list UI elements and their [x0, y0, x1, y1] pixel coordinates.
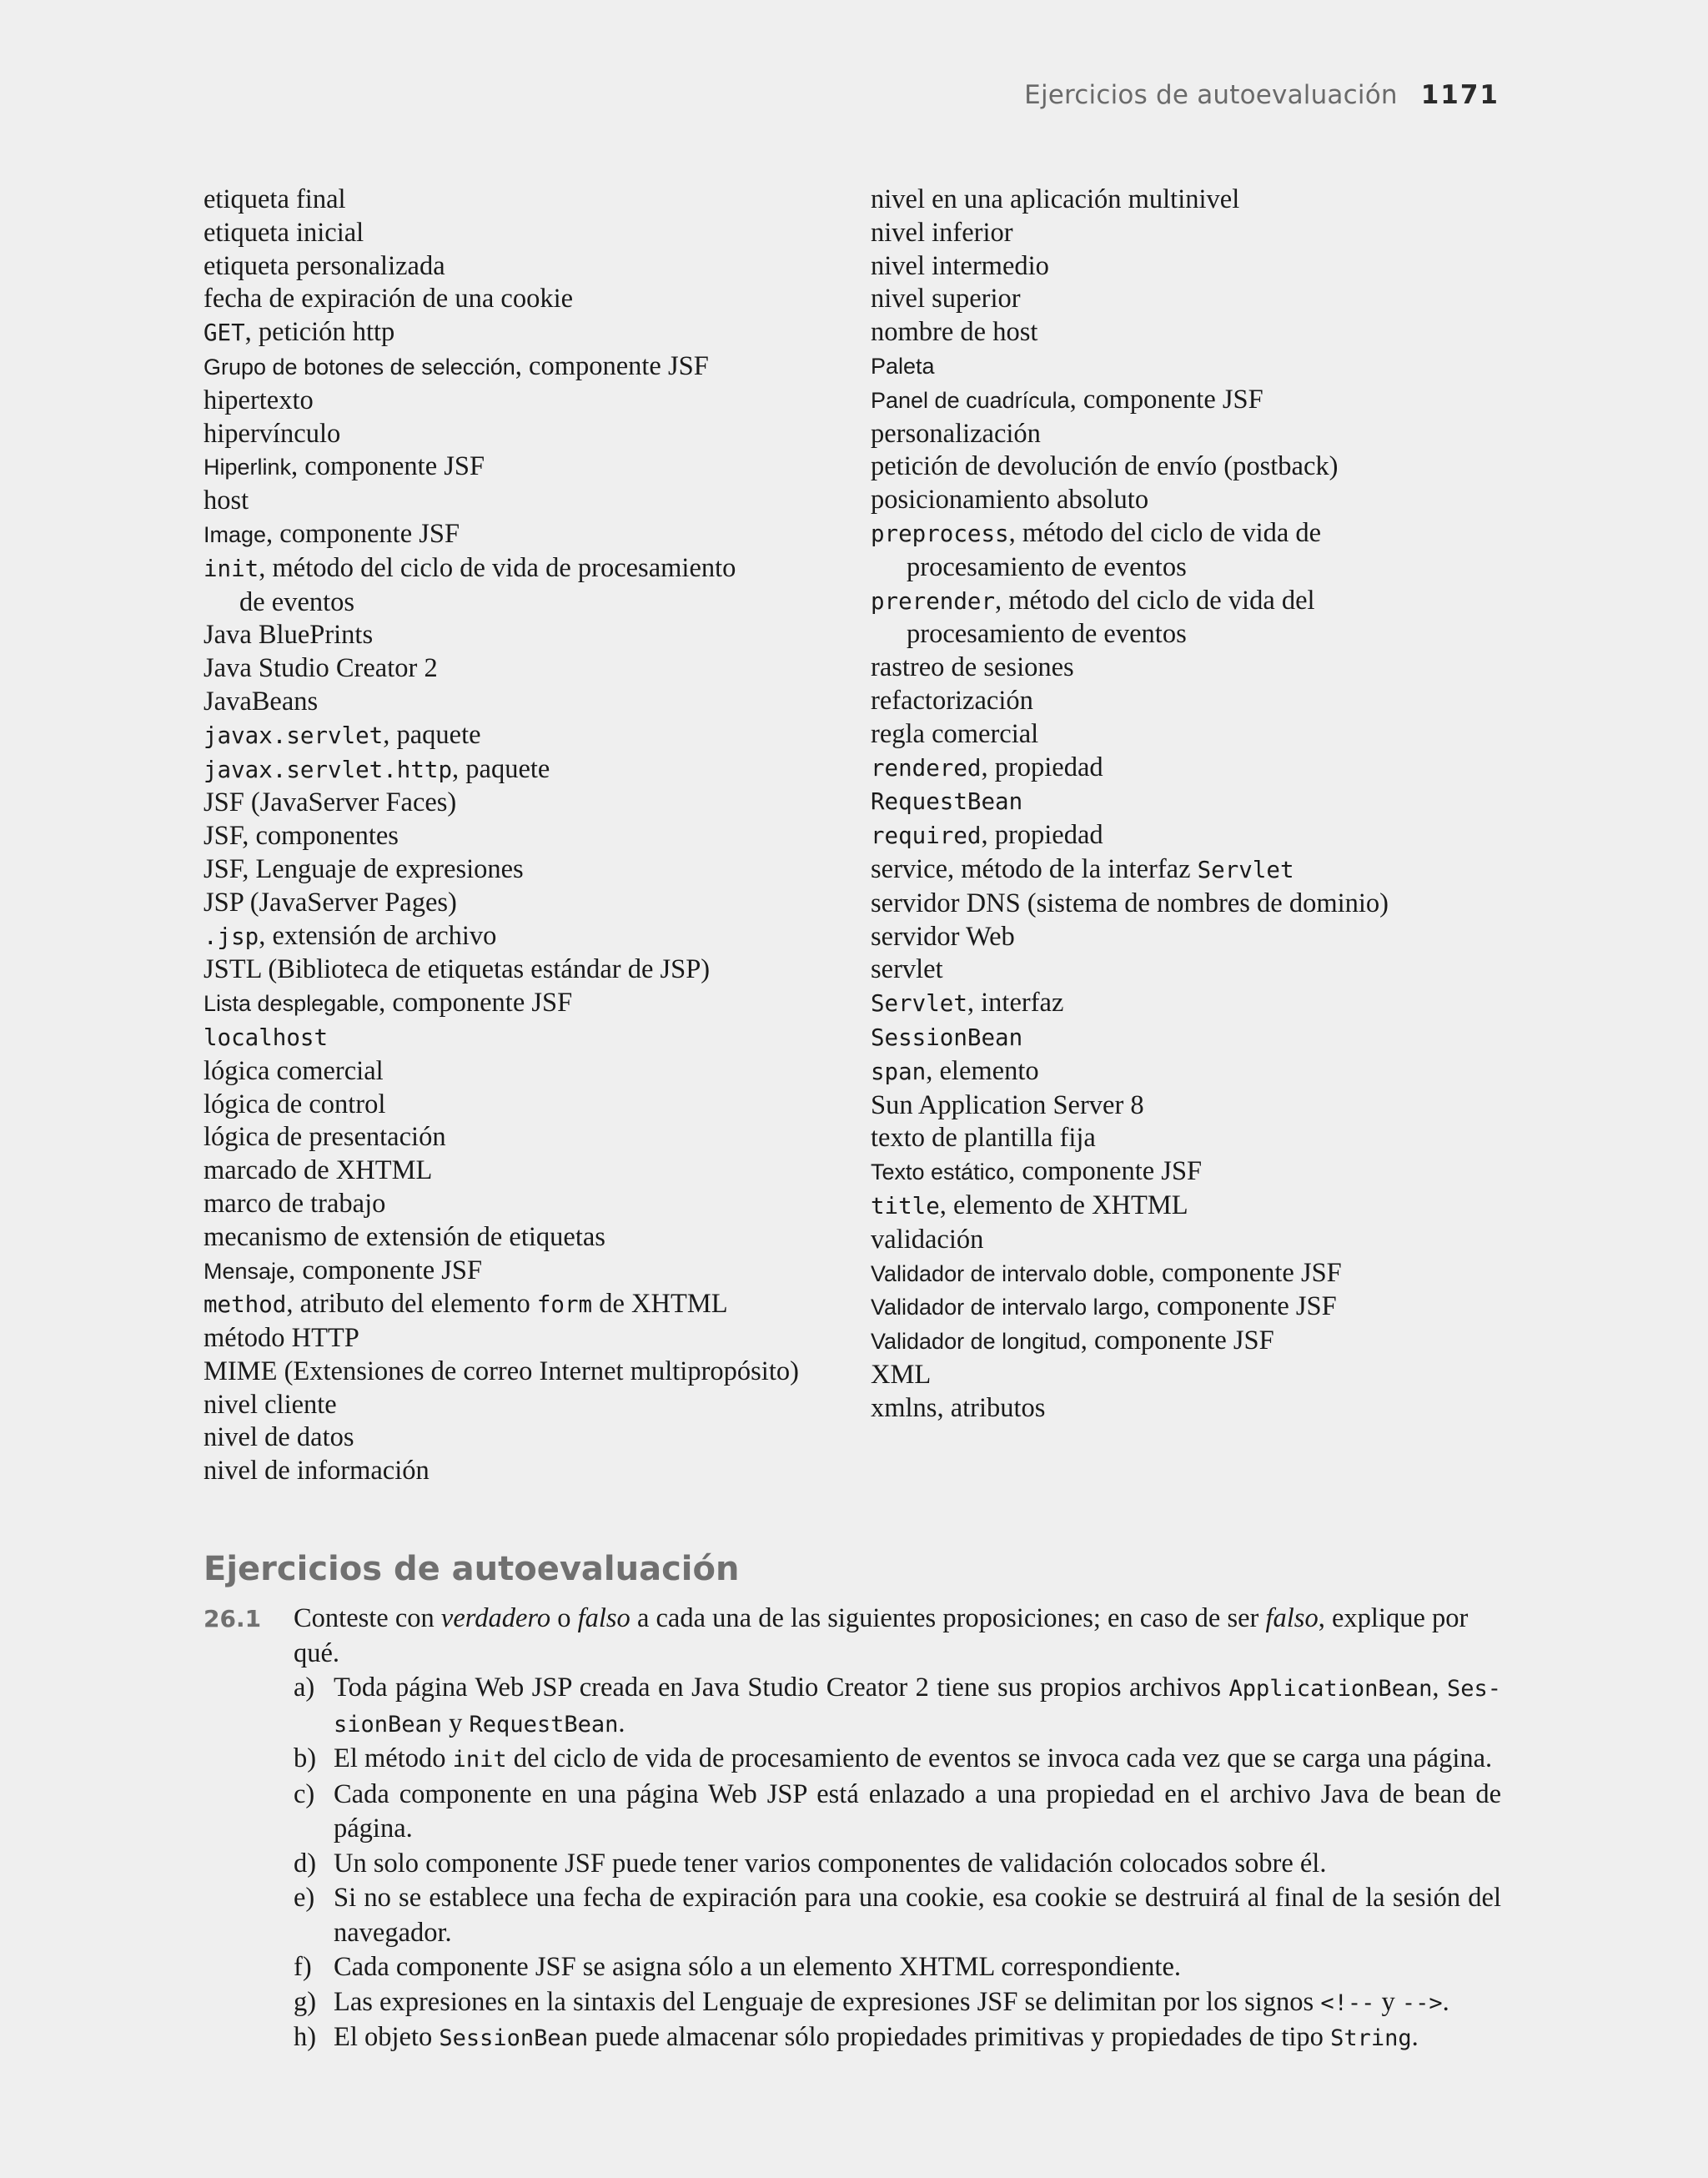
key-term: [871, 1021, 1505, 1055]
key-term: [203, 1255, 854, 1289]
key-term: [203, 1421, 854, 1455]
ui-label-text: Validador de longitud: [871, 1329, 1081, 1355]
text-run: Sun Application Server 8: [871, 1089, 1144, 1120]
key-term: [203, 619, 854, 652]
key-term: [871, 450, 1505, 484]
key-term: [871, 1055, 1505, 1089]
key-term: [871, 585, 1505, 652]
key-term: [203, 686, 854, 719]
code-text: javax.servlet: [203, 722, 384, 749]
code-text: Servlet: [1197, 856, 1294, 883]
key-term: [203, 787, 854, 820]
running-header: [1024, 80, 1500, 110]
key-term: [871, 1257, 1505, 1291]
section-title: Ejercicios de autoevaluación: [203, 1550, 740, 1588]
key-term: [871, 752, 1505, 786]
text-run: xmlns, atributos: [871, 1392, 1046, 1423]
question-item: [294, 1881, 1501, 1950]
question-item: [294, 2020, 1501, 2056]
ui-label-text: Image: [203, 521, 267, 547]
term-continuation: procesamiento de eventos: [907, 619, 1187, 650]
text-run: , explique por qué.: [294, 1603, 1469, 1668]
question-text: [334, 1671, 1501, 1742]
question-item: [294, 1847, 1501, 1882]
key-term: [203, 1154, 854, 1188]
code-text: init: [203, 555, 259, 582]
key-term: [871, 418, 1505, 451]
code-text: SessionBean: [871, 1024, 1023, 1051]
text-run: , componente JSF: [515, 350, 709, 381]
code-text: form: [536, 1291, 593, 1319]
code-text: SessionBean: [439, 2025, 589, 2051]
key-term: [203, 1055, 854, 1089]
key-terms-right-column: [871, 184, 1505, 1425]
key-term: [871, 1155, 1505, 1190]
code-text: String: [1330, 2025, 1412, 2051]
text-run: servlet: [871, 954, 943, 985]
text-run: , elemento de XHTML: [939, 1190, 1188, 1220]
text-run: servidor Web: [871, 921, 1015, 952]
code-text: Ses-sionBean: [334, 1676, 1501, 1738]
text-run: JSP (JavaServer Pages): [203, 887, 457, 918]
text-run: nivel intermedio: [871, 250, 1049, 281]
text-run: refactorización: [871, 685, 1033, 716]
ui-label-text: Panel de cuadrícula: [871, 387, 1070, 413]
text-run: a cada una de las siguientes proposiciones; en caso de ser: [630, 1603, 1266, 1633]
key-term: [203, 953, 854, 987]
question-text: [334, 1881, 1501, 1950]
code-text: title: [871, 1192, 940, 1220]
code-text: span: [871, 1058, 927, 1085]
text-run: .: [1411, 2022, 1419, 2052]
key-term: [203, 1188, 854, 1221]
text-run: , componente JSF: [379, 988, 573, 1019]
text-run: petición de devolución de envío (postback): [871, 451, 1339, 482]
text-run: rastreo de sesiones: [871, 652, 1074, 683]
text-run: nivel de información: [203, 1456, 430, 1486]
text-run: Cada componente JSF se asigna sólo a un elemento XHTML correspondiente.: [334, 1952, 1181, 1982]
question-text: [334, 1950, 1501, 1985]
key-term: [203, 316, 854, 350]
key-term: [871, 718, 1505, 752]
code-text: -->: [1401, 1989, 1443, 2016]
exercise-number: 26.1: [203, 1605, 262, 1632]
text-run: .: [1442, 1986, 1449, 2017]
key-term: [871, 517, 1505, 585]
ui-label-text: Validador de intervalo doble: [871, 1260, 1148, 1286]
text-run: JSTL (Biblioteca de etiquetas estándar de JSP): [203, 954, 711, 985]
code-text: .jsp: [203, 923, 259, 950]
key-term: [203, 350, 854, 385]
key-term: [203, 820, 854, 853]
key-term: [203, 987, 854, 1021]
term-continuation: de eventos: [239, 586, 355, 617]
question-item: [294, 1985, 1501, 2021]
key-term: [871, 819, 1505, 853]
key-term: [203, 719, 854, 753]
key-term: [871, 1122, 1505, 1155]
text-run: fecha de expiración de una cookie: [203, 284, 574, 314]
code-text: rendered: [871, 754, 982, 782]
text-run: ,: [1432, 1672, 1447, 1703]
key-term: [203, 1455, 854, 1488]
question-text: [334, 1742, 1501, 1778]
text-run: service, método de la interfaz: [871, 853, 1198, 884]
code-text: ApplicationBean: [1228, 1676, 1433, 1702]
key-term: [203, 1121, 854, 1154]
text-run: marco de trabajo: [203, 1188, 386, 1219]
text-run: , método del ciclo de vida del: [995, 585, 1315, 616]
code-text: Servlet: [871, 990, 967, 1018]
text-run: puede almacenar sólo propiedades primitivas y propiedades de tipo: [588, 2022, 1331, 2052]
text-run: del ciclo de vida de procesamiento de eventos se invoca cada vez que se carga una página.: [506, 1743, 1493, 1773]
text-run: posicionamiento absoluto: [871, 485, 1149, 516]
question-item: [294, 1778, 1501, 1847]
key-term: [203, 217, 854, 250]
page-number: 1171: [1420, 80, 1500, 110]
key-term: [871, 1190, 1505, 1224]
code-text: javax.servlet.http: [203, 756, 453, 783]
text-run: Un solo componente JSF puede tener varios componentes de validación colocados sobre él.: [334, 1848, 1327, 1879]
code-text: preprocess: [871, 520, 1009, 547]
text-run: , componente JSF: [1080, 1325, 1274, 1356]
text-run: Cada componente en una página Web JSP está enlazado a una propiedad en el archivo Java de bean de página.: [334, 1778, 1501, 1844]
running-title: Ejercicios de autoevaluación: [1024, 80, 1398, 110]
emphasis-text: verdadero: [440, 1603, 551, 1633]
text-run: , componente JSF: [1143, 1291, 1337, 1322]
key-term: [203, 1322, 854, 1356]
key-term: [871, 484, 1505, 517]
ui-label-text: Grupo de botones de selección: [203, 354, 515, 380]
question-list: [294, 1671, 1501, 2056]
text-run: XML: [871, 1359, 932, 1390]
key-term: [203, 1021, 854, 1055]
text-run: , componente JSF: [266, 518, 460, 549]
question-letter: f): [294, 1952, 312, 1982]
text-run: , componente JSF: [1148, 1257, 1342, 1288]
text-run: nivel cliente: [203, 1389, 337, 1420]
key-term: [203, 385, 854, 418]
key-term: [871, 1325, 1505, 1359]
text-run: lógica comercial: [203, 1055, 384, 1086]
text-run: Las expresiones en la sintaxis del Lenguaje de expresiones JSF se delimitan por los signos: [334, 1986, 1321, 2017]
ui-label-text: Validador de intervalo largo: [871, 1295, 1143, 1320]
text-run: El objeto: [334, 2022, 440, 2052]
text-run: nombre de host: [871, 317, 1038, 348]
text-run: , extensión de archivo: [259, 920, 497, 951]
text-run: JSF, Lenguaje de expresiones: [203, 853, 524, 884]
text-run: JavaBeans: [203, 686, 319, 717]
text-run: personalización: [871, 418, 1041, 449]
text-run: , método del ciclo de vida de: [1008, 517, 1322, 548]
key-term: [871, 283, 1505, 316]
text-run: , paquete: [383, 719, 481, 750]
text-run: y: [1374, 1986, 1402, 2017]
text-run: Java BluePrints: [203, 620, 374, 651]
text-run: Toda página Web JSP creada en Java Studio Creator 2 tiene sus propios archivos: [334, 1672, 1229, 1703]
text-run: , propiedad: [981, 752, 1103, 782]
ui-label-text: Texto estático: [871, 1159, 1009, 1185]
key-term: [871, 384, 1505, 418]
question-item: [294, 1742, 1501, 1778]
text-run: etiqueta final: [203, 184, 346, 214]
key-term: [203, 283, 854, 316]
text-run: nivel en una aplicación multinivel: [871, 184, 1240, 214]
exercise-instructions: [294, 1602, 1501, 1671]
text-run: regla comercial: [871, 718, 1039, 749]
question-letter: d): [294, 1848, 317, 1879]
question-text: [334, 1847, 1501, 1882]
text-run: MIME (Extensiones de correo Internet multipropósito): [203, 1356, 799, 1386]
text-run: mecanismo de extensión de etiquetas: [203, 1221, 605, 1252]
text-run: JSF, componentes: [203, 821, 399, 852]
text-run: hipervínculo: [203, 418, 341, 449]
text-run: de XHTML: [592, 1289, 728, 1320]
exercise-body: [294, 1602, 1501, 2056]
ui-label-text: Lista desplegable: [203, 991, 379, 1017]
text-run: método HTTP: [203, 1323, 359, 1354]
code-text: method: [203, 1291, 287, 1319]
key-term: [871, 184, 1505, 217]
question-text: [334, 2020, 1501, 2056]
question-letter: a): [294, 1672, 315, 1703]
key-term: [203, 485, 854, 518]
text-run: etiqueta personalizada: [203, 250, 445, 281]
text-run: Java Studio Creator 2: [203, 653, 438, 684]
key-term: [871, 785, 1505, 819]
key-term: [871, 1392, 1505, 1426]
code-text: prerender: [871, 587, 996, 615]
question-item: [294, 1950, 1501, 1985]
term-continuation: procesamiento de eventos: [907, 551, 1187, 582]
question-text: [334, 1985, 1501, 2021]
code-text: init: [452, 1747, 507, 1773]
text-run: hipertexto: [203, 385, 314, 415]
question-letter: c): [294, 1778, 315, 1809]
key-term: [203, 450, 854, 485]
key-term: [203, 418, 854, 451]
key-term: [871, 1359, 1505, 1392]
question-letter: g): [294, 1986, 317, 2017]
key-term: [203, 1356, 854, 1389]
key-term: [871, 685, 1505, 718]
text-run: nivel inferior: [871, 217, 1013, 248]
key-term: [203, 250, 854, 284]
text-run: Si no se establece una fecha de expiración para una cookie, esa cookie se destruirá al final de la sesión del navegador.: [334, 1883, 1501, 1948]
text-run: , petición http: [244, 317, 395, 348]
text-run: , elemento: [926, 1055, 1039, 1086]
text-run: .: [618, 1708, 625, 1738]
key-term: [871, 853, 1505, 888]
code-text: GET: [203, 319, 245, 347]
text-run: Conteste con: [294, 1603, 441, 1633]
key-term: [871, 350, 1505, 384]
key-term: [871, 1290, 1505, 1325]
text-run: lógica de presentación: [203, 1122, 446, 1153]
key-term: [871, 888, 1505, 921]
text-run: , paquete: [452, 753, 550, 784]
code-text: localhost: [203, 1024, 329, 1051]
question-item: [294, 1671, 1501, 1742]
text-run: , método del ciclo de vida de procesamiento: [259, 552, 736, 583]
key-term: [203, 552, 854, 620]
key-term: [203, 1288, 854, 1322]
question-letter: e): [294, 1883, 315, 1913]
text-run: , componente JSF: [289, 1255, 483, 1285]
text-run: servidor DNS (sistema de nombres de dominio): [871, 888, 1389, 918]
question-letter: h): [294, 2022, 317, 2052]
text-run: , componente JSF: [291, 451, 485, 482]
key-term: [203, 518, 854, 552]
ui-label-text: Paleta: [871, 353, 935, 379]
key-term: [203, 753, 854, 787]
question-text: [334, 1778, 1501, 1847]
ui-label-text: Hiperlink: [203, 455, 292, 480]
code-text: <!--: [1320, 1989, 1375, 2016]
code-text: RequestBean: [871, 788, 1023, 816]
key-term: [871, 953, 1505, 987]
text-run: El método: [334, 1743, 453, 1773]
key-term: [871, 250, 1505, 284]
text-run: texto de plantilla fija: [871, 1123, 1096, 1154]
key-term: [203, 1389, 854, 1422]
key-term: [871, 1089, 1505, 1123]
key-term: [203, 920, 854, 954]
key-term: [203, 652, 854, 686]
text-run: , interfaz: [967, 988, 1064, 1019]
key-term: [871, 217, 1505, 250]
text-run: nivel superior: [871, 284, 1021, 314]
key-term: [203, 1089, 854, 1122]
text-run: lógica de control: [203, 1089, 386, 1119]
key-terms-left-column: [203, 184, 854, 1488]
text-run: o: [550, 1603, 578, 1633]
emphasis-text: falso: [577, 1603, 630, 1633]
text-run: , atributo del elemento: [286, 1289, 537, 1320]
text-run: host: [203, 485, 249, 516]
emphasis-text: falso: [1265, 1603, 1319, 1633]
text-run: validación: [871, 1224, 984, 1255]
code-text: required: [871, 822, 982, 850]
key-term: [203, 853, 854, 887]
text-run: , componente JSF: [1069, 384, 1263, 415]
text-run: JSF (JavaServer Faces): [203, 787, 457, 818]
key-term: [871, 1224, 1505, 1257]
text-run: nivel de datos: [203, 1422, 354, 1453]
text-run: , componente JSF: [1008, 1156, 1203, 1187]
key-term: [203, 887, 854, 920]
key-term: [871, 651, 1505, 685]
code-text: RequestBean: [469, 1711, 619, 1738]
question-letter: b): [294, 1743, 317, 1773]
text-run: y: [442, 1708, 470, 1738]
text-run: , propiedad: [981, 820, 1103, 851]
key-term: [203, 184, 854, 217]
text-run: marcado de XHTML: [203, 1155, 433, 1186]
key-term: [871, 987, 1505, 1021]
ui-label-text: Mensaje: [203, 1258, 289, 1284]
text-run: etiqueta inicial: [203, 217, 364, 248]
key-term: [871, 921, 1505, 954]
key-term: [203, 1221, 854, 1255]
key-term: [871, 316, 1505, 350]
